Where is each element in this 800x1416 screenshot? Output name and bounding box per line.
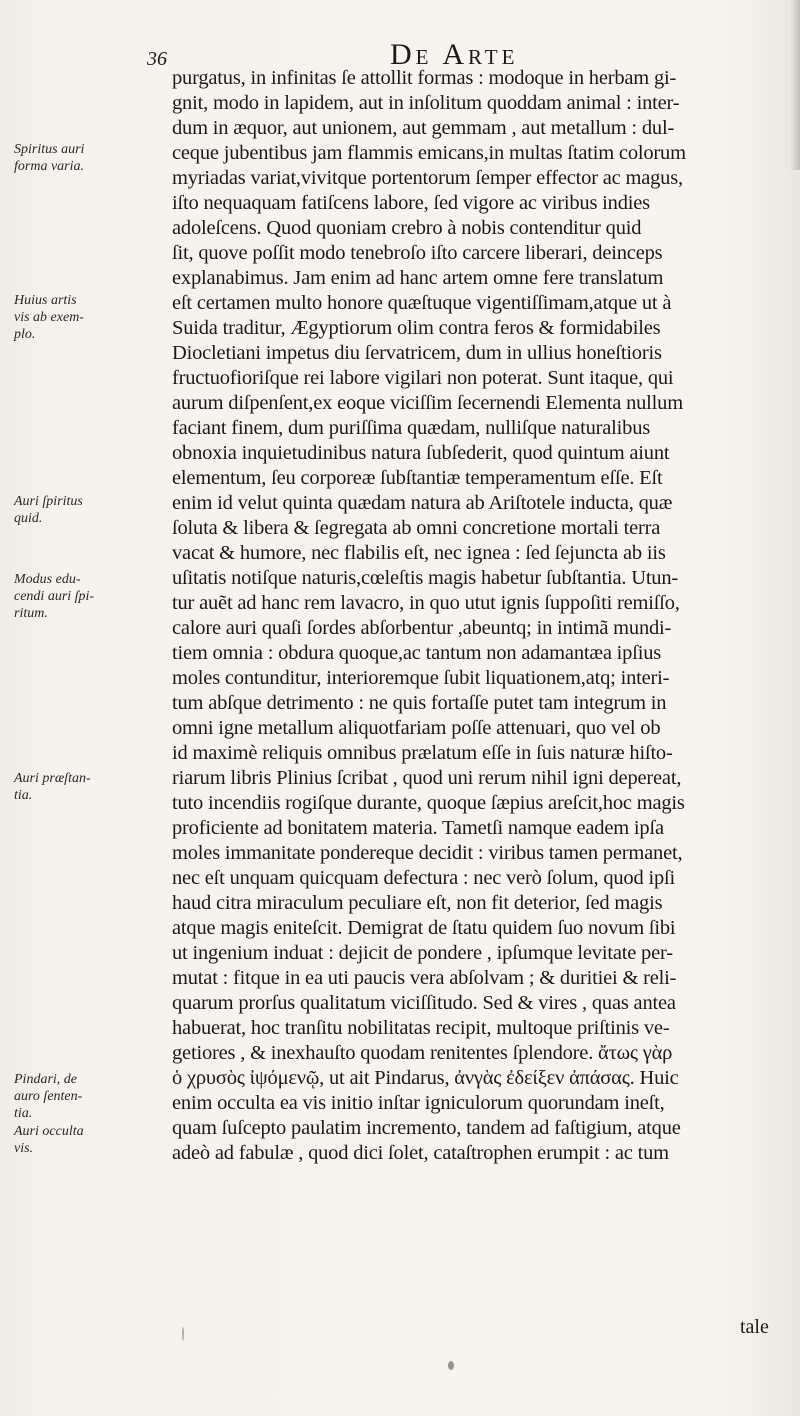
text-line: habuerat, hoc tranſitu nobilitatas recipit, multoque priſtinis ve- [172, 1017, 670, 1039]
margin-note-praestantia: Auri præſtan- tia. [14, 771, 91, 803]
text-line: iſto nequaquam fatiſcens labore, ſed vigore ac viribus indies [172, 192, 650, 214]
text-line: Suida traditur, Ægyptiorum olim contra feros & formidabiles [172, 317, 661, 339]
text-line: moles contunditur, interioremque ſubit liquationem,atq; interi- [172, 667, 670, 689]
text-line: id maximè reliquis omnibus prælatum eſſe in ſuis naturæ hiſto- [172, 742, 673, 764]
text-line: tur auẽt ad hanc rem lavacro, in quo utut ignis ſuppoſiti remiſſo, [172, 592, 680, 614]
text-line: quam ſuſcepto paulatim incremento, tandem ad faſtigium, atque [172, 1117, 681, 1139]
text-line: explanabimus. Jam enim ad hanc artem omne fere translatum [172, 267, 664, 289]
page-edge-shadow [790, 0, 800, 170]
margin-note-auri-spiritus: Auri ſpiritus quid. [14, 494, 83, 526]
text-line: obnoxia inquietudinibus natura ſubſederit, quod quintum aiunt [172, 442, 670, 464]
text-line: dum in æquor, aut unionem, aut gemmam , aut metallum : dul- [172, 117, 675, 139]
text-line: tuto incendiis rogiſque durante, quoque ſæpius areſcit,hoc magis [172, 792, 685, 814]
text-line: ὁ χρυσὸς ἰψόμενῷ, ut ait Pindarus, ἀνγὰς ἐδείξεν ἀπάσας. Huic [172, 1067, 679, 1089]
catchword: tale [740, 1316, 769, 1338]
text-line: tiem omnia : obdura quoque,ac tantum non adamantæa ipſius [172, 642, 662, 664]
text-line: eſt certamen multo honore quæſtuque vigentiſſimam,atque ut à [172, 292, 672, 314]
margin-notes [0, 0, 170, 1416]
text-line: aurum diſpenſent,ex eoque viciſſim ſecernendi Elementa nullum [172, 392, 683, 414]
text-line: omni igne metallum aliquotfariam poſſe attenuari, quo vel ob [172, 717, 661, 739]
margin-note-pindari: Pindari, de auro ſenten- tia. [14, 1072, 83, 1121]
text-line: calore auri quaſi ſordes abſorbentur ,abeuntq; in intimã mundi- [172, 617, 672, 639]
text-line: gnit, modo in lapidem, aut in inſolitum quoddam animal : inter- [172, 92, 680, 114]
text-line: tum abſque detrimento : ne quis fortaſſe putet tam integrum in [172, 692, 667, 714]
text-line: haud citra miraculum peculiare eſt, non fit deterior, ſed magis [172, 892, 663, 914]
body-text [172, 66, 790, 1166]
text-line: ſoluta & libera & ſegregata ab omni concretione mortali terra [172, 517, 661, 539]
text-line: faciant finem, dum puriſſima quædam, nulliſque naturalibus [172, 417, 651, 439]
margin-note-modus: Modus edu- cendi auri ſpi- ritum. [14, 572, 95, 621]
ink-spot [448, 1361, 454, 1370]
text-line: purgatus, in infinitas ſe attollit formas : modoque in herbam gi- [172, 67, 677, 89]
text-line: fructuofioriſque rei labore vigilari non poterat. Sunt itaque, qui [172, 367, 674, 389]
text-line: getiores , & inexhauſto quodam renitentes ſplendore. ἄτως γὰρ [172, 1042, 673, 1064]
page-number: 36 [147, 48, 167, 70]
text-line: quarum prorſus qualitatum viciſſitudo. Sed & vires , quas antea [172, 992, 676, 1014]
text-line: riarum libris Plinius ſcribat , quod uni rerum nihil igni depereat, [172, 767, 682, 789]
text-line: mutat : fitque in ea uti paucis vera abſolvam ; & duritiei & reli- [172, 967, 677, 989]
text-line: Diocletiani impetus diu ſervatricem, dum in ullius honeſtioris [172, 342, 662, 364]
text-line: adeò ad fabulæ , quod dici ſolet, cataſtrophen erumpit : ac tum [172, 1142, 669, 1164]
text-line: adoleſcens. Quod quoniam crebro à nobis contenditur quid [172, 217, 642, 239]
text-line: myriadas variat,vivitque portentorum ſemper effector ac magus, [172, 167, 683, 189]
text-line: atque magis eniteſcit. Demigrat de ſtatu quidem ſuo novum ſibi [172, 917, 676, 939]
text-line: uſitatis notiſque naturis,cœleſtis magis habetur ſubſtantia. Utun- [172, 567, 679, 589]
text-line: ſit, quove poſſit modo tenebroſo iſto carcere liberari, deinceps [172, 242, 663, 264]
text-line: enim id velut quinta quædam natura ab Ariſtotele inducta, quæ [172, 492, 673, 514]
margin-note-spiritus: Spiritus auri forma varia. [14, 142, 85, 174]
text-line: moles immanitate pondereque decidit : viribus tamen permanet, [172, 842, 683, 864]
running-head: De Arte [390, 38, 519, 71]
text-line: vacat & humore, nec flabilis eſt, nec ignea : ſed ſejuncta ab iis [172, 542, 666, 564]
ink-mark [182, 1327, 184, 1341]
page-header [140, 38, 780, 71]
text-line: elementum, ſeu corporeæ ſubſtantiæ temperamentum eſſe. Eſt [172, 467, 663, 489]
text-line: ceque jubentibus jam flammis emicans,in multas ſtatim colorum [172, 142, 686, 164]
margin-note-huius: Huius artis vis ab exem- plo. [14, 293, 84, 342]
text-line: nec eſt unquam quicquam defectura : nec verò ſolum, quod ipſi [172, 867, 675, 889]
text-line: enim occulta ea vis initio inſtar igniculorum quorundam ineſt, [172, 1092, 665, 1114]
margin-note-occulta: Auri occulta vis. [14, 1124, 84, 1156]
text-line: proficiente ad bonitatem materia. Tametſi namque eadem ipſa [172, 817, 664, 839]
text-line: ut ingenium induat : dejicit de pondere , ipſumque levitate per- [172, 942, 673, 964]
